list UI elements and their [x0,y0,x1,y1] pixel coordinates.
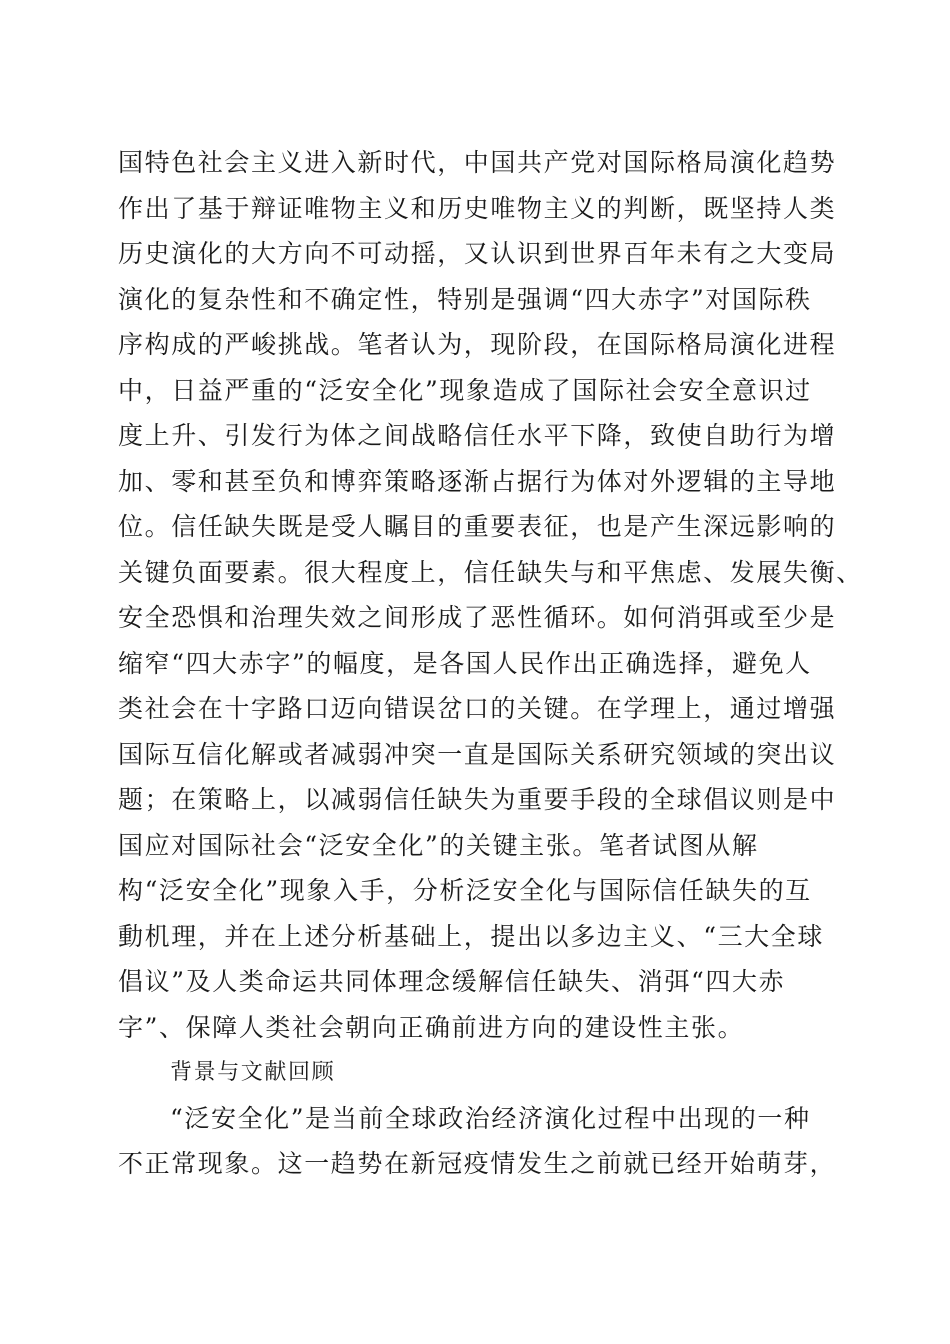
paragraph-line: 类社会在十字路口迈向错误岔口的关键。在学理上，通过增强 [118,694,837,723]
paragraph-line: 关键负面要素。很大程度上，信任缺失与和平焦虑、发展失衡、 [118,557,863,587]
paragraph-line: 倡议”及人类命运共同体理念缓解信任缺失、消弭“四大赤 [118,967,786,996]
paragraph-line: 動机理，并在上述分析基础上，提出以多边主义、“三大全球 [118,921,824,951]
paragraph-line: 国特色社会主义进入新时代，中国共产党对国际格局演化趋势 [118,148,837,177]
paragraph-line: 中，日益严重的“泛安全化”现象造成了国际社会安全意识过 [118,375,812,405]
document-body [118,140,878,1187]
paragraph-line: 国应对国际社会“泛安全化”的关键主张。笔者试图从解 [118,830,759,860]
paragraph-line: 历史演化的大方向不可动摇，又认识到世界百年未有之大变局 [118,239,837,268]
paragraph-line: 序构成的严峻挑战。笔者认为，现阶段，在国际格局演化进程 [118,330,837,359]
paragraph-line: 缩窄“四大赤字”的幅度，是各国人民作出正确选择，避免人 [118,648,812,678]
paragraph-line: 加、零和甚至负和博弈策略逐渐占据行为体对外逻辑的主导地 [118,466,837,496]
paragraph-line: 不正常现象。这一趋势在新冠疫情发生之前就已经开始萌芽， [118,1149,837,1178]
paragraph-line: “泛安全化”是当前全球政治经济演化过程中出现的一种 [170,1103,811,1133]
section-heading: 背景与文献回顾 [170,1060,336,1085]
paragraph-line: 国际互信化解或者减弱冲突一直是国际关系研究领域的突出议 [118,739,837,769]
paragraph-line: 构“泛安全化”现象入手，分析泛安全化与国际信任缺失的互 [118,876,812,905]
paragraph-line: 作出了基于辩证唯物主义和历史唯物主义的判断，既坚持人类 [118,193,837,223]
paragraph-line: 位。信任缺失既是受人瞩目的重要表征，也是产生深远影响的 [118,512,837,541]
paragraph-line: 安全恐惧和治理失效之间形成了恶性循环。如何消弭或至少是 [118,603,837,632]
paragraph-line: 题；在策略上，以减弱信任缺失为重要手段的全球倡议则是中 [118,785,837,814]
paragraph-line: 度上升、引发行为体之间战略信任水平下降，致使自助行为增 [118,421,837,450]
paragraph-line: 字”、保障人类社会朝向正确前进方向的建设性主张。 [118,1012,745,1042]
paragraph-line: 演化的复杂性和不确定性，特别是强调“四大赤字”对国际秩 [118,284,812,314]
